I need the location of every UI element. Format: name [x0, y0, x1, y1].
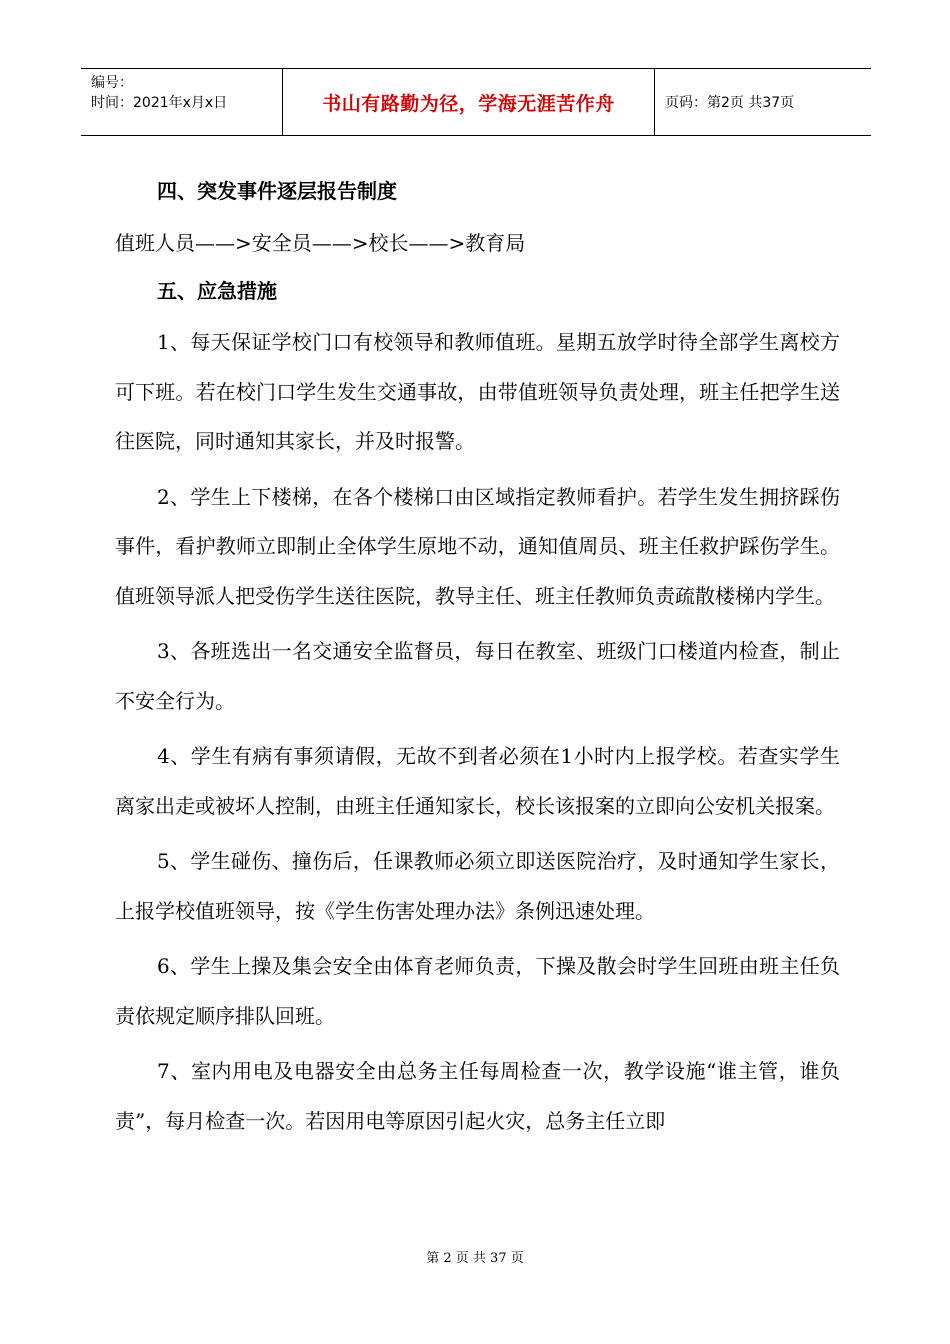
paragraph-6: 6、学生上操及集会安全由体育老师负责，下操及散会时学生回班由班主任负责依规定顺序排队回班。 — [115, 954, 840, 1028]
paragraph-7: 7、室内用电及电器安全由总务主任每周检查一次，教学设施“谁主管，谁负责”，每月检查一次。若因用电等原因引起火灾，总务主任立即 — [115, 1059, 840, 1133]
page-footer: 第 2 页 共 37 页 — [426, 1251, 524, 1266]
document-date: 时间：2021年x月x日 — [91, 95, 228, 111]
section-heading-4: 四、突发事件逐层报告制度 — [157, 179, 397, 203]
paragraph-5: 5、学生碰伤、撞伤后，任课教师必须立即送医院治疗，及时通知学生家长，上报学校值班领导，按《学生伤害处理办法》条例迅速处理。 — [115, 849, 840, 923]
document-header — [81, 68, 871, 136]
paragraph-2: 2、学生上下楼梯，在各个楼梯口由区域指定教师看护。若学生发生拥挤踩伤事件，看护教师立即制止全体学生原地不动，通知值周员、班主任救护踩伤学生。值班领导派人把受伤学生送往医院，教导主任、班主任教师负责疏散楼梯内学生。 — [115, 484, 840, 608]
document-number-label: 编号： — [91, 75, 133, 91]
paragraph-4: 4、学生有病有事须请假，无故不到者必须在1小时内上报学校。若查实学生离家出走或被坏人控制，由班主任通知家长，校长该报案的立即向公安机关报案。 — [115, 744, 840, 818]
header-page-info: 页码：第2页 共37页 — [665, 95, 795, 111]
document-body — [115, 168, 840, 1152]
header-motto: 书山有路勤为径，学海无涯苦作舟 — [283, 69, 655, 135]
header-meta-cell — [81, 69, 283, 135]
report-chain: 值班人员——>安全员——>校长——>教育局 — [115, 231, 526, 255]
paragraph-1: 1、每天保证学校门口有校领导和教师值班。星期五放学时待全部学生离校方可下班。若在校门口学生发生交通事故，由带值班领导负责处理，班主任把学生送往医院，同时通知其家长，并及时报警。 — [115, 330, 840, 453]
section-heading-5: 五、应急措施 — [157, 279, 277, 303]
paragraph-3: 3、各班选出一名交通安全监督员，每日在教室、班级门口楼道内检查，制止不安全行为。 — [115, 639, 840, 713]
